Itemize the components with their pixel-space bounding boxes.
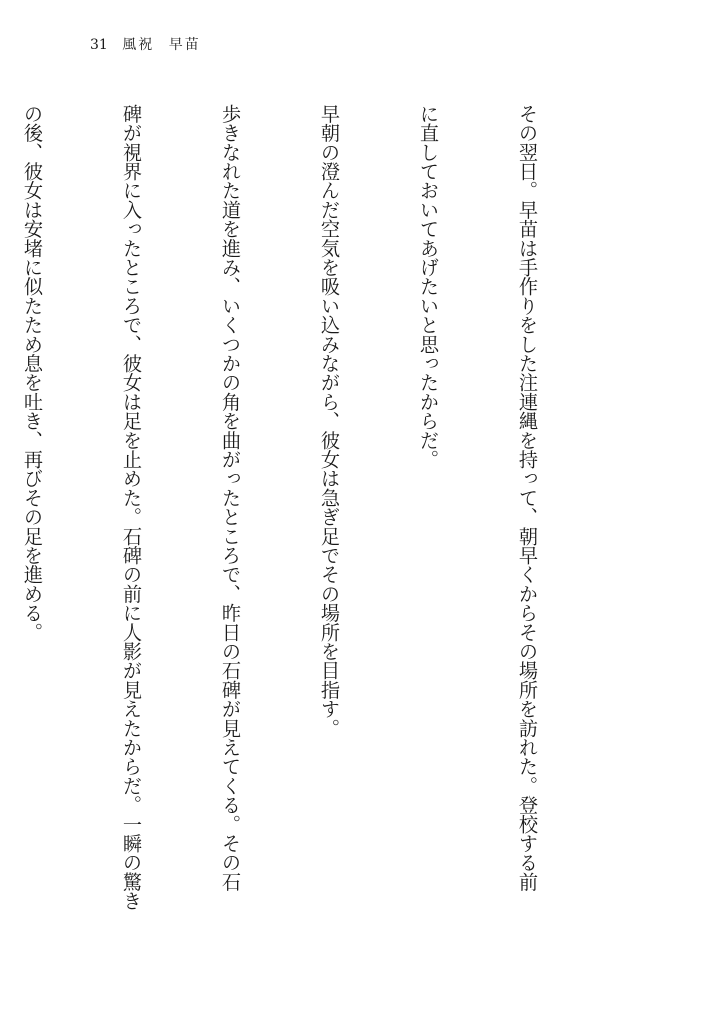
page-number: 31 xyxy=(90,37,108,53)
text-line: に直しておいてあげたいと思ったからだ。 xyxy=(417,104,440,469)
character-name: 早苗 xyxy=(168,37,201,53)
running-head xyxy=(90,34,201,54)
text-line: の後、彼女は安堵に似たため息を吐き、再びその足を進める。 xyxy=(21,104,44,642)
vertical-body-text xyxy=(21,104,610,964)
text-line: 早朝の澄んだ空気を吸い込みながら、彼女は急ぎ足でその場所を目指す。 xyxy=(318,104,341,738)
chapter-title: 風祝 xyxy=(122,37,155,53)
text-line: その翌日。早苗は手作りをした注連縄を持って、朝早くからその場所を訪れた。登校する前 xyxy=(516,104,539,892)
text-line: 碑が視界に入ったところで、彼女は足を止めた。石碑の前に人影が見えたからだ。一瞬の驚き xyxy=(120,104,143,911)
text-line: 歩きなれた道を進み、いくつかの角を曲がったところで、昨日の石碑が見えてくる。その石 xyxy=(219,104,242,892)
